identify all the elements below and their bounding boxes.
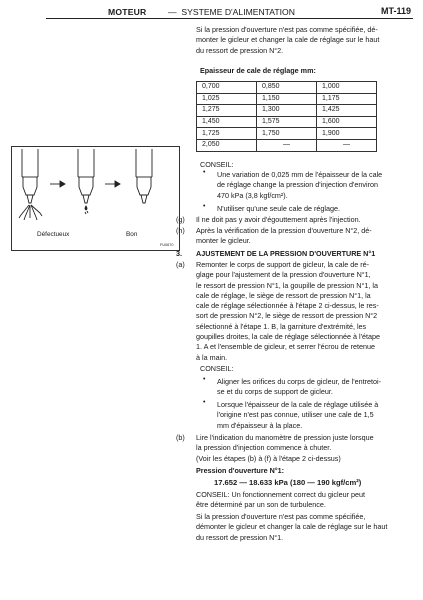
table-row <box>197 93 377 105</box>
nozzle-spray-figure <box>11 146 180 251</box>
table-cell: 1,300 <box>257 105 317 117</box>
table-cell: 1,575 <box>257 116 317 128</box>
table-row <box>197 116 377 128</box>
text-line: le ressort de pression N°1, la goupille de pression N°1, la <box>196 280 378 290</box>
spec-title: Pression d'ouverture N°1: <box>196 466 285 475</box>
table-title: Epaisseur de cale de réglage mm: <box>200 66 316 75</box>
nozzle-good-icon <box>136 149 152 203</box>
nozzle-defective-icon <box>19 149 42 220</box>
table-cell: 1,600 <box>317 116 377 128</box>
text-line: Lire l'indication du manomètre de pression juste lorsque <box>196 433 374 442</box>
table-cell: 1,725 <box>197 128 257 140</box>
text-line: Remonter le corps de support de gicleur, la cale de ré- <box>196 260 369 269</box>
section-title: MOTEUR <box>108 7 147 17</box>
nozzle-dripping-icon <box>78 149 94 214</box>
text-line: mm d'épaisseur à la place. <box>217 420 303 430</box>
step-a-text <box>196 260 380 363</box>
table-cell: 1,150 <box>257 93 317 105</box>
step-g-text: Il ne doit pas y avoir d'égouttement après l'injection. <box>196 215 361 224</box>
conseil-bullet-1 <box>217 377 381 398</box>
text-line: Une variation de 0,025 mm de l'épaisseur de la cale <box>217 170 383 179</box>
text-line: Si la pression d'ouverture n'est pas comme spécifiée, dé- <box>196 25 378 34</box>
text-line: de réglage change la pression d'injection d'environ <box>217 180 378 190</box>
text-line: (Voir les étapes (b) à (f) à l'étape 2 ci-dessus) <box>196 453 341 463</box>
table-cell: 2,050 <box>197 139 257 151</box>
text-line: se et du corps de support de gicleur. <box>217 387 333 397</box>
text-line: Aligner les orifices du corps de gicleur, de l'entretoi- <box>217 377 381 386</box>
step-letter: (h) <box>176 226 185 235</box>
text-line: l'origine n'est pas connue, utiliser une cale de 1,5 <box>217 410 374 420</box>
spec-value: 17.652 — 18.633 kPa (180 — 190 kgf/cm²) <box>214 478 362 487</box>
table-cell: 1,275 <box>197 105 257 117</box>
spec-conseil <box>196 490 365 511</box>
page-header <box>46 4 413 19</box>
table-cell: 0,700 <box>197 82 257 94</box>
text-line: sélectionné à l'étape 1. B, la garniture d'extrémité, les <box>196 321 367 331</box>
table-cell: 1,175 <box>317 93 377 105</box>
section-number: 3. <box>176 249 182 258</box>
text-line: glage pour l'ajustement de la pression d'ouverture N°1, <box>196 270 371 280</box>
table-cell: — <box>317 139 377 151</box>
text-line: du ressort de pression N°1. <box>196 532 284 542</box>
step-letter: (a) <box>176 260 185 269</box>
text-line: cale de réglage sélectionnée à l'étape 2 ci-dessus, le res- <box>196 301 379 311</box>
text-line: 1. A et l'ensemble de gicleur, et serrer l'écrou de retenue <box>196 342 375 352</box>
table-cell: 1,900 <box>317 128 377 140</box>
table-cell: — <box>257 139 317 151</box>
shim-thickness-table <box>196 81 377 152</box>
bullet-icon: • <box>203 203 206 210</box>
table-cell: 1,450 <box>197 116 257 128</box>
bullet-icon: • <box>203 169 206 176</box>
figure-code: FU0670 <box>160 243 174 247</box>
page-number: MT-119 <box>380 6 411 16</box>
table-cell: 1,025 <box>197 93 257 105</box>
text-line: CONSEIL: Un fonctionnement correct du gicleur peut <box>196 490 365 499</box>
conseil-bullet-2: N'utiliser qu'une seule cale de réglage. <box>217 204 341 213</box>
bullet-icon: • <box>203 376 206 383</box>
text-line: cale de réglage, le siège de ressort de pression N°1, la <box>196 290 371 300</box>
text-line: du ressort de pression N°2. <box>196 45 284 55</box>
step-letter: (b) <box>176 433 185 442</box>
table-cell: 1,750 <box>257 128 317 140</box>
text-line: Si la pression d'ouverture n'est pas comme spécifiée, <box>196 512 366 521</box>
header-dash: — <box>168 7 177 17</box>
step-letter: (g) <box>176 215 185 224</box>
step-b-text <box>196 433 374 464</box>
text-line: à la main. <box>196 352 228 362</box>
step-h-text <box>196 226 372 247</box>
conseil-bullet-2 <box>217 400 378 431</box>
text-line: 470 kPa (3,8 kgf/cm²). <box>217 190 288 200</box>
text-line: la pression d'injection commence à chuter. <box>196 443 332 453</box>
label-defective: Défectueux <box>37 231 70 238</box>
text-line: monter le gicleur. <box>196 236 251 246</box>
bullet-icon: • <box>203 399 206 406</box>
conseil-title: CONSEIL: <box>200 364 234 373</box>
text-line: Lorsque l'épaisseur de la cale de réglage utilisée à <box>217 400 379 409</box>
text-line: être déterminé par un son de turbulence. <box>196 500 326 510</box>
text-line: monter le gicleur et changer la cale de réglage sur le haut <box>196 35 380 45</box>
table-cell: 1,000 <box>317 82 377 94</box>
subtitle-text: SYSTEME D'ALIMENTATION <box>181 7 295 17</box>
conseil-bullet-1 <box>217 170 382 201</box>
section-heading: AJUSTEMENT DE LA PRESSION D'OUVERTURE N°1 <box>196 249 376 258</box>
table-row <box>197 128 377 140</box>
conseil-title: CONSEIL: <box>200 160 234 169</box>
final-paragraph <box>196 512 387 543</box>
table-row <box>197 82 377 94</box>
label-good: Bon <box>126 231 138 238</box>
table-row <box>197 105 377 117</box>
intro-paragraph <box>196 25 379 56</box>
table-cell: 1,425 <box>317 105 377 117</box>
text-line: Après la vérification de la pression d'ouverture N°2, dé- <box>196 226 372 235</box>
section-subtitle <box>168 7 295 17</box>
text-line: sort de pression N°2, le siège de ressort de pression N°2 <box>196 311 378 321</box>
table-cell: 0,850 <box>257 82 317 94</box>
text-line: goupilles droites, la cale de réglage sélectionnée à l'étape <box>196 332 380 342</box>
text-line: démonter le gicleur et changer la cale de réglage sur le haut <box>196 522 388 532</box>
table-row <box>197 139 377 151</box>
